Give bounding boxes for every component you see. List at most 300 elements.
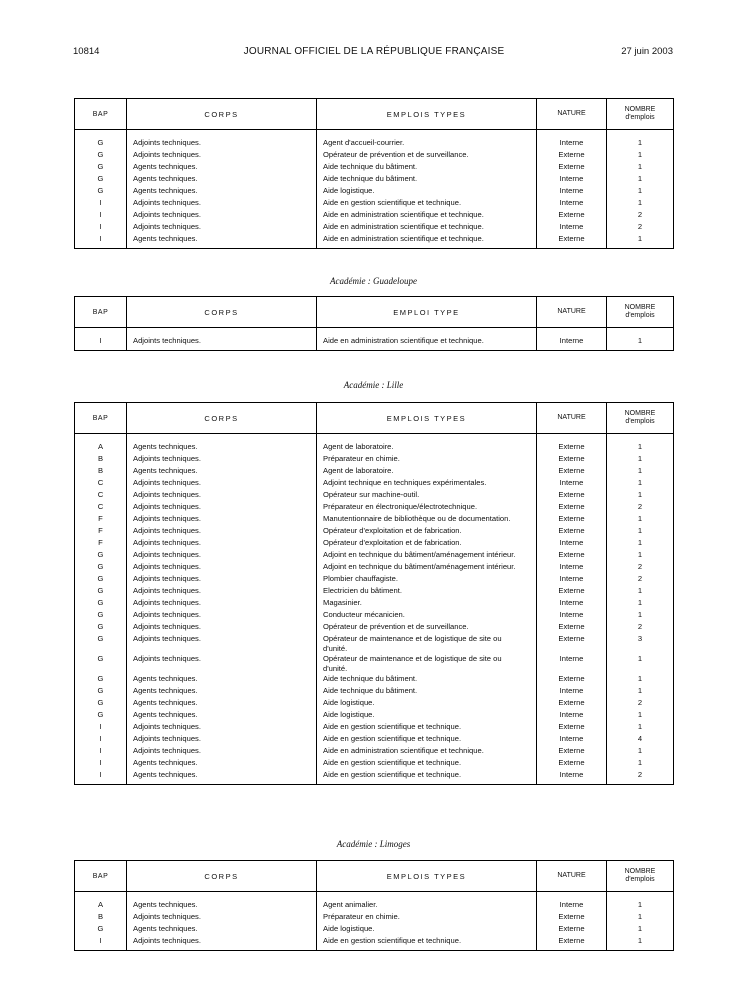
cell-bap-text: I [99,746,102,755]
table-section-4 [74,860,673,951]
cell-nombre [607,209,674,221]
col-header-nature: NATURE [537,861,607,892]
cell-corps-text: Agents techniques. [133,710,198,719]
cell-bap-text: I [99,722,102,731]
cell-corps [127,173,317,185]
table-row [75,130,674,150]
cell-emploi [317,721,537,733]
cell-bap-text: C [97,490,104,499]
cell-corps [127,745,317,757]
table-row [75,149,674,161]
cell-bap-text: G [97,586,104,595]
cell-nature [537,673,607,685]
cell-emploi [317,185,537,197]
nombre-line1: NOMBRE [624,868,656,875]
cell-nature-text: Interne [559,478,584,487]
cell-bap [75,221,127,233]
cell-nature-text: Externe [558,722,585,731]
cell-nature [537,923,607,935]
cell-nature [537,489,607,501]
col-header-emplois-types: EMPLOIS TYPES [317,861,537,892]
cell-corps-text: Adjoints techniques. [133,936,201,945]
cell-corps [127,673,317,685]
cell-corps [127,573,317,585]
table-row [75,197,674,209]
cell-corps-text: Agents techniques. [133,234,198,243]
cell-bap-text: I [99,758,102,767]
cell-nombre [607,621,674,633]
cell-bap-text: B [97,912,104,921]
cell-corps-text: Adjoints techniques. [133,526,201,535]
cell-corps [127,130,317,150]
cell-nature [537,525,607,537]
table-body-2 [75,328,674,351]
cell-bap-text: C [97,478,104,487]
cell-emploi-text: Magasinier. [323,598,362,607]
cell-nombre-text: 1 [637,610,643,619]
cell-nombre-text: 1 [637,912,643,921]
cell-nombre-text: 1 [637,234,643,243]
cell-emploi [317,513,537,525]
cell-emploi [317,501,537,513]
cell-emploi [317,892,537,912]
cell-corps-text: Agents techniques. [133,900,198,909]
cell-bap-text: G [97,674,104,683]
cell-nombre [607,453,674,465]
cell-nature [537,513,607,525]
col-header-bap: BAP [75,297,127,328]
cell-bap-text: G [97,710,104,719]
cell-corps-text: Adjoints techniques. [133,610,201,619]
cell-corps [127,653,317,673]
table-row [75,453,674,465]
col-header-nombre [607,99,674,130]
emplois-table-2 [74,296,674,351]
cell-corps-text: Adjoints techniques. [133,746,201,755]
nombre-line1: NOMBRE [624,106,656,113]
cell-nombre-text: 3 [637,634,643,643]
cell-bap [75,489,127,501]
cell-nature [537,733,607,745]
cell-nombre [607,609,674,621]
table-row [75,653,674,673]
cell-emploi [317,149,537,161]
cell-corps [127,561,317,573]
cell-nature-text: Externe [558,758,585,767]
cell-bap-text: B [97,466,104,475]
cell-bap [75,233,127,249]
cell-emploi-text: Aide logistique. [323,710,375,719]
cell-nature [537,685,607,697]
cell-nombre-text: 1 [637,674,643,683]
table-row [75,537,674,549]
cell-nombre [607,633,674,653]
cell-emploi-text: Aide en administration scientifique et technique. [323,234,484,243]
table-row [75,573,674,585]
cell-nature-text: Externe [558,674,585,683]
cell-nombre [607,233,674,249]
cell-bap [75,769,127,785]
cell-bap [75,573,127,585]
cell-nature-text: Interne [559,770,584,779]
cell-nature [537,653,607,673]
cell-bap [75,477,127,489]
cell-nombre [607,597,674,609]
col-header-corps: CORPS [127,297,317,328]
cell-nombre [607,221,674,233]
cell-nombre [607,561,674,573]
table-row [75,209,674,221]
cell-emploi [317,537,537,549]
cell-nombre [607,697,674,709]
cell-corps [127,597,317,609]
cell-bap-text: G [97,654,104,663]
cell-nature [537,434,607,454]
cell-corps [127,721,317,733]
cell-nature-text: Externe [558,162,585,171]
cell-corps [127,685,317,697]
cell-nature-text: Interne [559,138,584,147]
cell-emploi-text: Aide logistique. [323,698,375,707]
cell-nature-text: Externe [558,622,585,631]
cell-bap-text: G [97,574,104,583]
cell-corps-text: Agents techniques. [133,186,198,195]
cell-emploi-text: Aide logistique. [323,186,375,195]
cell-corps [127,209,317,221]
cell-emploi-text: Aide en administration scientifique et technique. [323,746,484,755]
cell-nombre-text: 1 [637,514,643,523]
table-row [75,923,674,935]
cell-nombre-text: 1 [637,654,643,663]
cell-bap-text: B [97,454,104,463]
table-row [75,911,674,923]
cell-nature [537,709,607,721]
cell-corps [127,549,317,561]
cell-bap [75,525,127,537]
emplois-table-4 [74,860,674,951]
table-header-row [75,99,674,130]
cell-emploi-text: Aide en gestion scientifique et technique. [323,734,462,743]
cell-nombre-text: 1 [637,758,643,767]
cell-corps-text: Adjoints techniques. [133,586,201,595]
cell-nature [537,465,607,477]
cell-nombre-text: 1 [637,162,643,171]
cell-nombre-text: 2 [637,562,643,571]
cell-emploi-text: Aide en gestion scientifique et technique. [323,758,462,767]
cell-corps [127,465,317,477]
cell-bap-text: G [97,138,104,147]
cell-emploi-text: Adjoint technique en techniques expérimentales. [323,478,487,487]
table-header-row [75,403,674,434]
cell-bap-text: F [98,538,103,547]
cell-corps [127,161,317,173]
cell-emploi [317,621,537,633]
cell-bap [75,653,127,673]
cell-nombre-text: 1 [637,710,643,719]
cell-bap-text: I [99,222,102,231]
cell-emploi [317,585,537,597]
cell-bap [75,465,127,477]
cell-bap [75,685,127,697]
table-row [75,757,674,769]
col-header-nature: NATURE [537,99,607,130]
cell-corps [127,585,317,597]
cell-corps [127,621,317,633]
cell-nature [537,221,607,233]
cell-corps-text: Adjoints techniques. [133,538,201,547]
cell-nombre-text: 1 [637,186,643,195]
cell-nature [537,453,607,465]
cell-nature-text: Interne [559,734,584,743]
table-row [75,769,674,785]
cell-nombre-text: 2 [637,574,643,583]
col-header-nombre [607,403,674,434]
table-row [75,709,674,721]
table-row [75,673,674,685]
cell-nombre-text: 4 [637,734,643,743]
cell-corps-text: Adjoints techniques. [133,336,201,345]
cell-nombre-text: 2 [637,222,643,231]
cell-nature [537,477,607,489]
cell-emploi [317,477,537,489]
cell-bap [75,757,127,769]
cell-corps-text: Adjoints techniques. [133,454,201,463]
cell-nature [537,721,607,733]
cell-corps-text: Adjoints techniques. [133,574,201,583]
cell-emploi [317,233,537,249]
cell-nombre [607,537,674,549]
cell-emploi-text: Aide en gestion scientifique et technique. [323,722,462,731]
cell-bap [75,501,127,513]
emplois-table-3 [74,402,674,785]
cell-corps-text: Adjoints techniques. [133,654,201,663]
emplois-table-1 [74,98,674,249]
table-header-row [75,297,674,328]
nombre-line1: NOMBRE [624,410,656,417]
cell-emploi-text: Opérateur d'exploitation et de fabrication. [323,526,462,535]
table-row [75,328,674,351]
cell-bap [75,721,127,733]
cell-nombre [607,585,674,597]
publication-date: 27 juin 2003 [621,46,673,57]
cell-nombre-text: 1 [637,586,643,595]
cell-corps [127,697,317,709]
cell-emploi [317,923,537,935]
cell-nombre [607,745,674,757]
cell-bap-text: G [97,150,104,159]
cell-emploi-text: Agent d'accueil-courrier. [323,138,405,147]
cell-nature [537,911,607,923]
cell-emploi-text: Opérateur de prévention et de surveillance. [323,622,469,631]
cell-corps-text: Adjoints techniques. [133,598,201,607]
cell-nature-text: Interne [559,710,584,719]
cell-nombre [607,673,674,685]
cell-emploi-text: Opérateur de maintenance et de logistique de site ou d'unité. [323,634,502,653]
col-header-nature: NATURE [537,403,607,434]
cell-nature [537,769,607,785]
cell-bap [75,185,127,197]
cell-nombre [607,721,674,733]
cell-corps-text: Adjoints techniques. [133,210,201,219]
cell-emploi-text: Manutentionnaire de bibliothèque ou de documentation. [323,514,511,523]
cell-nature [537,173,607,185]
table-row [75,721,674,733]
cell-corps-text: Agents techniques. [133,174,198,183]
table-row [75,185,674,197]
cell-bap-text: G [97,924,104,933]
cell-corps [127,892,317,912]
cell-bap [75,149,127,161]
cell-corps [127,609,317,621]
col-header-emploi-type: EMPLOI TYPE [317,297,537,328]
cell-nature-text: Externe [558,746,585,755]
cell-nature [537,185,607,197]
cell-corps [127,537,317,549]
cell-bap [75,923,127,935]
cell-nature [537,585,607,597]
cell-bap [75,935,127,951]
cell-corps-text: Adjoints techniques. [133,150,201,159]
cell-corps [127,923,317,935]
cell-nombre [607,161,674,173]
cell-nombre-text: 1 [637,198,643,207]
table-row [75,633,674,653]
cell-emploi [317,709,537,721]
cell-bap [75,597,127,609]
cell-nature-text: Interne [559,598,584,607]
cell-emploi-text: Opérateur d'exploitation et de fabrication. [323,538,462,547]
cell-corps-text: Agents techniques. [133,674,198,683]
cell-nature [537,697,607,709]
table-row [75,161,674,173]
cell-bap [75,537,127,549]
cell-nature-text: Externe [558,924,585,933]
cell-corps [127,525,317,537]
cell-corps-text: Adjoints techniques. [133,478,201,487]
cell-emploi [317,673,537,685]
cell-bap-text: A [97,442,104,451]
cell-bap [75,549,127,561]
cell-bap-text: G [97,186,104,195]
table-row [75,745,674,757]
cell-nature-text: Externe [558,234,585,243]
cell-nombre-text: 1 [637,174,643,183]
table-row [75,549,674,561]
cell-emploi [317,328,537,351]
cell-nombre-text: 1 [637,746,643,755]
cell-nature-text: Externe [558,514,585,523]
cell-emploi-text: Opérateur de prévention et de surveillance. [323,150,469,159]
cell-corps [127,489,317,501]
cell-bap-text: G [97,698,104,707]
cell-nombre [607,501,674,513]
cell-emploi [317,130,537,150]
cell-nombre [607,709,674,721]
table-header-row [75,861,674,892]
cell-nature [537,549,607,561]
cell-emploi [317,549,537,561]
cell-nombre [607,549,674,561]
cell-corps-text: Adjoints techniques. [133,514,201,523]
cell-bap [75,328,127,351]
cell-emploi [317,609,537,621]
cell-bap [75,434,127,454]
cell-bap [75,453,127,465]
cell-bap [75,911,127,923]
cell-bap-text: I [99,734,102,743]
cell-emploi [317,209,537,221]
cell-emploi-text: Plombier chauffagiste. [323,574,398,583]
cell-corps [127,501,317,513]
cell-emploi-text: Aide en gestion scientifique et technique. [323,770,462,779]
cell-emploi-text: Aide en administration scientifique et technique. [323,336,484,345]
cell-corps [127,733,317,745]
cell-nature-text: Externe [558,698,585,707]
col-header-emplois-types: EMPLOIS TYPES [317,99,537,130]
cell-nature [537,537,607,549]
cell-bap-text: F [98,526,103,535]
cell-bap [75,561,127,573]
cell-nombre-text: 2 [637,502,643,511]
cell-corps-text: Agents techniques. [133,466,198,475]
cell-corps [127,633,317,653]
cell-nombre [607,149,674,161]
cell-corps-text: Adjoints techniques. [133,550,201,559]
cell-corps [127,935,317,951]
cell-bap [75,621,127,633]
cell-nature [537,501,607,513]
cell-emploi [317,161,537,173]
cell-corps-text: Adjoints techniques. [133,138,201,147]
table-row [75,173,674,185]
cell-emploi [317,911,537,923]
cell-emploi-text: Aide en gestion scientifique et technique. [323,936,462,945]
cell-emploi-text: Aide logistique. [323,924,375,933]
cell-nombre [607,757,674,769]
cell-bap [75,173,127,185]
cell-nature-text: Externe [558,150,585,159]
cell-nombre [607,573,674,585]
cell-nombre-text: 2 [637,770,643,779]
cell-emploi-text: Adjoint en technique du bâtiment/aménagement intérieur. [323,562,516,571]
cell-corps-text: Adjoints techniques. [133,562,201,571]
col-header-corps: CORPS [127,403,317,434]
col-header-bap: BAP [75,403,127,434]
cell-nature-text: Externe [558,550,585,559]
cell-bap-text: I [99,770,102,779]
cell-emploi-text: Agent de laboratoire. [323,442,394,451]
table-row [75,892,674,912]
cell-nombre-text: 1 [637,138,643,147]
cell-nombre [607,465,674,477]
nombre-line2: d'emplois [625,114,655,121]
cell-corps-text: Agents techniques. [133,770,198,779]
cell-nature-text: Interne [559,654,584,663]
cell-nature [537,149,607,161]
cell-nombre [607,130,674,150]
table-row [75,561,674,573]
cell-emploi-text: Conducteur mécanicien. [323,610,405,619]
cell-nature [537,209,607,221]
cell-nature-text: Interne [559,538,584,547]
table-row [75,733,674,745]
cell-nombre [607,197,674,209]
cell-nature-text: Interne [559,186,584,195]
cell-emploi-text: Opérateur sur machine-outil. [323,490,420,499]
table-row [75,501,674,513]
table-row [75,525,674,537]
table-section-1 [74,98,673,249]
